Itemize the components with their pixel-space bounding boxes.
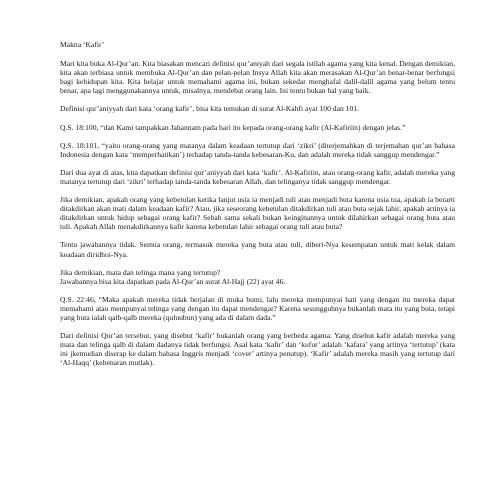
document-page: [60, 40, 455, 376]
paragraph-definition-source: Definisi qur’aniyyah dari kata ‘orang kafir’, bisa kita temukan di surat Al-Kahfi ayat 100 dan 101.: [60, 104, 359, 114]
document-title: Makna ‘Kafir’: [60, 40, 105, 49]
paragraph-question: Jika demikian, apakah orang yang kebetulan ketika lanjut usia ia menjadi tuli atau menjadi buta karena usia tua, apakah ia berarti ditakdirkan akan mati dalam keadaan kafir? Atau, jika seseorang kebetulan ditakdirkan tuli atau buta sejak lahir, apakah artinya ia ditakdirkan untuk hidup sebagai orang kafir? Sebab sama sekali bukan keinginannya untuk dilahirkan sebagai orang buta atau tuli. Apakah Allah menakdirkannya kafir karena kebetulan lahir sebagai orang tuli atau buta?: [60, 195, 455, 232]
paragraph-conclusion: Dari definisi Qur’an tersebut, yang disebut ‘kafir’ bukanlah orang yang berbeda agama. Yang disebut kafir adalah mereka yang mata dan telinga qalb di dalam dadanya tidak berfungsi. Asal kata ‘kafir’ dan ‘kufur’ adalah ‘kafara’ yang artinya ‘tertutup’ (kata ini jkemudian diserap ke dalam bahasa Inggris menjadi ‘cover’ artinya penutup). ‘Kafir’ adalah mereka masih yang tertutup dari ‘Al-Haqq’ (kebenaran mutlak).: [60, 331, 455, 368]
paragraph-answer: Tentu jawabannya tidak. Semua orang, termasuk mereka yang buta atau tuli, diberi-Nya kesempatan untuk mati kelak dalam keadaan diridhoi-Nya.: [60, 240, 455, 259]
paragraph-definition: Dari dua ayat di atas, kita dapatkan definisi qur’aniyyah dari kata ‘kafir’. Al-Kafiriin, atau orang-orang kafir, adalah mereka yang matanya tertutup dari ‘zikri’ terhadap tanda-tanda kebesaran Allah, dan telinganya tidak sanggup mendengar.: [60, 167, 455, 186]
paragraph-intro: Mari kita buka Al-Qur’an. Kita biasakan mencari definisi qur’aniyah dari segala istilah agama yang kita kenal. Dengan demikian, kita akan terbiasa untuk membuka Al-Qur’an dan pelan-pelan Insya Allah kita akan merasakan Al-Qur’an benar-benar berfungsi bagi kehidupan kita. Kita belajar untuk memahami agama ini, bukan sekedar menghafal dalil-dalil agama yang belum tentu benar, apa lagi menggunakannya untuk, misalnya, mendebat orang lain. Ini tentu bukan hal yang baik.: [60, 59, 455, 96]
paragraph-qs-18-101: Q.S. 18:101, “yaitu orang-orang yang matanya dalam keadaan tertutup dari ‘zikri’ (diterjemahkan di terjemahan qur’an bahasa Indonesia dengan kata ‘memperhatikan’) terhadap tanda-tanda kebesaran-Ku, dan adalah mereka tidak sanggup mendengar.”: [60, 140, 455, 159]
paragraph-which-eyes: Jika demikian, mata dan telinga mana yang tertutup? Jawabannya bisa kita dapatkan pada Al-Qur’an surat Al-Hajj (22) ayat 46.: [60, 267, 286, 286]
paragraph-qs-18-100: Q.S. 18:100, “dan Kami tampakkan Jahannam pada hari itu kepada orang-orang kafir (Al-Kafiriin) dengan jelas.”: [60, 122, 406, 132]
paragraph-qs-22-46: Q.S. 22:46, “Maka apakah mereka tidak berjalan di muka bumi, lalu mereka mempunyai hati yang dengan itu mereka dapat memahami atau mempunyai telinga yang dengan itu dapat mendengar? Karena sesungguhnya bukanlah mata itu yang buta, tetapi yang buta ialah qalb-qalb mereka (quluubun) yang ada di dalam dada.”: [60, 294, 455, 322]
